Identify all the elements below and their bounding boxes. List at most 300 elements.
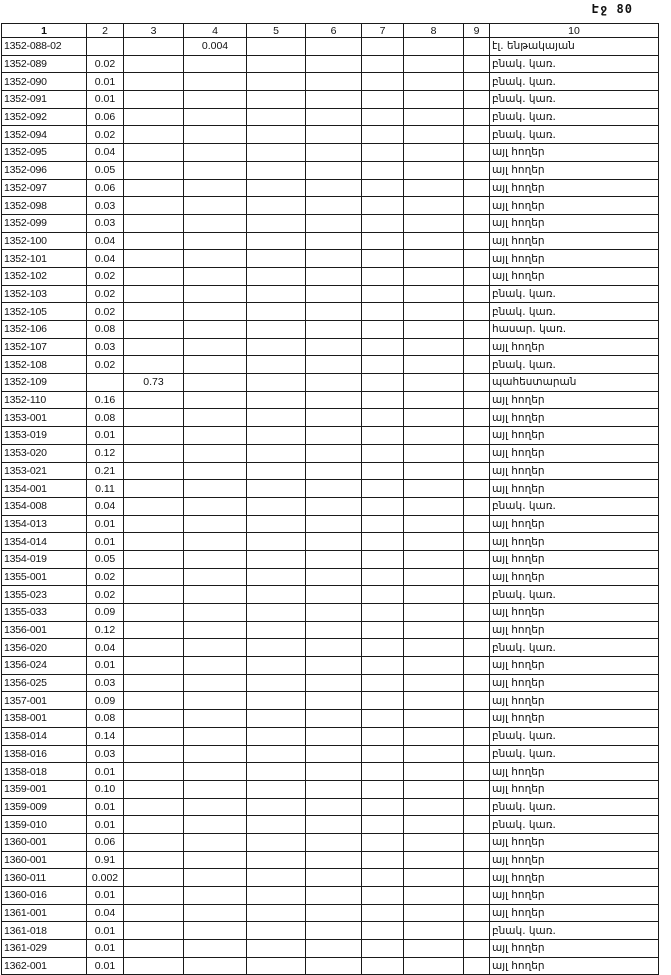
table-row xyxy=(2,444,659,462)
table-cell xyxy=(247,356,306,374)
table-cell xyxy=(306,869,362,887)
table-cell xyxy=(306,816,362,834)
table-cell xyxy=(362,639,404,657)
table-cell xyxy=(306,621,362,639)
table-cell xyxy=(247,38,306,56)
table-cell xyxy=(247,887,306,905)
table-cell: 1354-001 xyxy=(2,480,87,498)
table-cell xyxy=(247,409,306,427)
table-cell xyxy=(404,232,464,250)
table-cell xyxy=(464,214,490,232)
table-cell xyxy=(464,763,490,781)
table-cell xyxy=(464,391,490,409)
land-register-table xyxy=(1,23,659,975)
table-cell xyxy=(404,692,464,710)
table-row xyxy=(2,232,659,250)
table-cell xyxy=(404,444,464,462)
table-cell: այլ հողեր xyxy=(490,161,659,179)
table-row xyxy=(2,126,659,144)
table-cell xyxy=(464,586,490,604)
table-cell xyxy=(184,267,247,285)
table-cell xyxy=(362,161,404,179)
table-cell xyxy=(464,851,490,869)
table-cell xyxy=(404,639,464,657)
table-cell xyxy=(404,338,464,356)
table-cell xyxy=(247,497,306,515)
table-cell xyxy=(362,869,404,887)
table-cell: 1356-020 xyxy=(2,639,87,657)
table-cell: այլ հողեր xyxy=(490,197,659,215)
table-cell xyxy=(306,338,362,356)
table-cell xyxy=(124,639,184,657)
table-cell: 1352-098 xyxy=(2,197,87,215)
table-cell xyxy=(247,267,306,285)
table-cell xyxy=(247,303,306,321)
table-cell xyxy=(184,250,247,268)
table-cell xyxy=(362,727,404,745)
table-body xyxy=(2,38,659,975)
table-cell xyxy=(247,161,306,179)
table-cell xyxy=(184,321,247,339)
table-row xyxy=(2,73,659,91)
table-cell xyxy=(124,940,184,958)
table-cell xyxy=(404,303,464,321)
table-cell xyxy=(404,161,464,179)
table-cell xyxy=(124,780,184,798)
table-cell: այլ հողեր xyxy=(490,904,659,922)
table-cell xyxy=(362,851,404,869)
table-cell xyxy=(404,108,464,126)
table-cell: 1357-001 xyxy=(2,692,87,710)
table-cell: 0.01 xyxy=(87,816,124,834)
table-cell xyxy=(306,639,362,657)
table-cell xyxy=(362,940,404,958)
table-row xyxy=(2,745,659,763)
table-cell xyxy=(404,126,464,144)
table-cell: 1358-016 xyxy=(2,745,87,763)
table-cell: 0.01 xyxy=(87,533,124,551)
table-cell xyxy=(184,444,247,462)
table-cell: 0.01 xyxy=(87,91,124,109)
table-cell xyxy=(404,179,464,197)
table-cell xyxy=(124,833,184,851)
table-cell xyxy=(306,940,362,958)
table-cell xyxy=(362,798,404,816)
table-cell: 1353-001 xyxy=(2,409,87,427)
table-cell xyxy=(464,126,490,144)
table-cell xyxy=(247,391,306,409)
table-cell: 0.01 xyxy=(87,657,124,675)
table-cell: 0.02 xyxy=(87,285,124,303)
table-cell xyxy=(362,285,404,303)
table-cell xyxy=(306,657,362,675)
table-cell: 1353-020 xyxy=(2,444,87,462)
table-cell xyxy=(184,91,247,109)
table-row xyxy=(2,851,659,869)
table-cell xyxy=(362,816,404,834)
table-row xyxy=(2,55,659,73)
table-cell xyxy=(404,780,464,798)
table-cell xyxy=(362,745,404,763)
table-cell xyxy=(464,197,490,215)
table-cell xyxy=(306,710,362,728)
table-cell: 1352-088-02 xyxy=(2,38,87,56)
table-cell xyxy=(184,763,247,781)
table-cell xyxy=(404,922,464,940)
table-cell xyxy=(247,586,306,604)
table-cell xyxy=(464,179,490,197)
table-cell xyxy=(464,816,490,834)
table-cell xyxy=(464,568,490,586)
table-cell xyxy=(124,887,184,905)
table-cell: 0.002 xyxy=(87,869,124,887)
table-cell: այլ հողեր xyxy=(490,179,659,197)
table-cell: 1352-109 xyxy=(2,374,87,392)
table-row xyxy=(2,568,659,586)
table-cell: 0.03 xyxy=(87,197,124,215)
table-row xyxy=(2,957,659,975)
table-cell xyxy=(306,957,362,975)
table-cell xyxy=(464,692,490,710)
table-cell: այլ հողեր xyxy=(490,763,659,781)
table-cell xyxy=(306,321,362,339)
table-cell xyxy=(404,745,464,763)
table-cell xyxy=(306,285,362,303)
table-cell xyxy=(124,285,184,303)
table-row xyxy=(2,214,659,232)
table-cell xyxy=(464,356,490,374)
table-cell xyxy=(362,391,404,409)
table-cell: 0.11 xyxy=(87,480,124,498)
table-cell: այլ հողեր xyxy=(490,957,659,975)
table-cell xyxy=(306,73,362,91)
table-cell xyxy=(306,462,362,480)
table-cell xyxy=(124,604,184,622)
table-cell xyxy=(184,356,247,374)
table-cell xyxy=(184,851,247,869)
table-row xyxy=(2,391,659,409)
table-cell xyxy=(306,833,362,851)
column-header: 7 xyxy=(362,24,404,38)
table-cell xyxy=(404,833,464,851)
table-cell xyxy=(247,639,306,657)
table-cell xyxy=(184,462,247,480)
table-cell xyxy=(184,657,247,675)
table-cell xyxy=(124,391,184,409)
table-cell: 0.02 xyxy=(87,55,124,73)
table-cell: բնակ. կառ. xyxy=(490,922,659,940)
table-cell: այլ հողեր xyxy=(490,940,659,958)
table-cell: 1360-001 xyxy=(2,833,87,851)
table-cell xyxy=(247,73,306,91)
table-cell xyxy=(184,621,247,639)
table-cell xyxy=(362,480,404,498)
table-cell xyxy=(362,904,404,922)
table-row xyxy=(2,710,659,728)
table-cell xyxy=(184,108,247,126)
column-header: 5 xyxy=(247,24,306,38)
table-cell xyxy=(362,179,404,197)
table-cell xyxy=(184,798,247,816)
table-cell xyxy=(404,38,464,56)
table-cell: 0.04 xyxy=(87,144,124,162)
table-row xyxy=(2,657,659,675)
table-cell: հասար. կառ. xyxy=(490,321,659,339)
table-cell xyxy=(184,550,247,568)
table-cell: 0.14 xyxy=(87,727,124,745)
table-row xyxy=(2,161,659,179)
table-row xyxy=(2,38,659,56)
table-cell: 0.09 xyxy=(87,692,124,710)
table-cell: բնակ. կառ. xyxy=(490,126,659,144)
table-cell: 0.01 xyxy=(87,940,124,958)
table-cell xyxy=(404,374,464,392)
table-cell: 1354-008 xyxy=(2,497,87,515)
table-cell: 1360-016 xyxy=(2,887,87,905)
table-cell xyxy=(464,73,490,91)
table-row xyxy=(2,321,659,339)
table-cell xyxy=(362,692,404,710)
table-row xyxy=(2,533,659,551)
table-cell xyxy=(184,515,247,533)
table-row xyxy=(2,515,659,533)
table-cell xyxy=(184,604,247,622)
table-cell xyxy=(247,922,306,940)
table-cell xyxy=(404,869,464,887)
table-cell xyxy=(362,586,404,604)
table-cell xyxy=(247,727,306,745)
table-cell xyxy=(124,674,184,692)
table-cell xyxy=(247,108,306,126)
table-cell xyxy=(464,338,490,356)
table-cell xyxy=(362,38,404,56)
table-cell xyxy=(362,197,404,215)
table-cell: 0.02 xyxy=(87,586,124,604)
table-cell xyxy=(184,745,247,763)
table-cell: 1352-092 xyxy=(2,108,87,126)
table-cell: այլ հողեր xyxy=(490,462,659,480)
table-cell xyxy=(124,533,184,551)
table-cell xyxy=(362,126,404,144)
table-cell: 1353-019 xyxy=(2,427,87,445)
table-row xyxy=(2,904,659,922)
table-cell xyxy=(247,480,306,498)
table-cell xyxy=(464,409,490,427)
table-cell xyxy=(404,763,464,781)
table-cell xyxy=(124,267,184,285)
table-cell: 0.01 xyxy=(87,515,124,533)
table-cell xyxy=(124,303,184,321)
table-cell xyxy=(124,321,184,339)
table-row xyxy=(2,91,659,109)
table-cell xyxy=(464,533,490,551)
table-row xyxy=(2,108,659,126)
table-cell xyxy=(124,126,184,144)
table-cell: 0.004 xyxy=(184,38,247,56)
table-cell: 1352-099 xyxy=(2,214,87,232)
table-cell: 1352-091 xyxy=(2,91,87,109)
table-cell: այլ հողեր xyxy=(490,515,659,533)
table-cell: 0.02 xyxy=(87,356,124,374)
table-cell xyxy=(362,621,404,639)
table-cell xyxy=(124,338,184,356)
table-cell: այլ հողեր xyxy=(490,692,659,710)
table-cell: այլ հողեր xyxy=(490,480,659,498)
table-cell: 0.04 xyxy=(87,639,124,657)
table-cell xyxy=(404,480,464,498)
table-cell xyxy=(404,321,464,339)
table-cell xyxy=(184,391,247,409)
table-cell xyxy=(306,91,362,109)
table-cell xyxy=(247,250,306,268)
table-cell: 1352-101 xyxy=(2,250,87,268)
table-cell xyxy=(464,161,490,179)
table-cell: այլ հողեր xyxy=(490,604,659,622)
table-cell: 0.03 xyxy=(87,214,124,232)
table-cell xyxy=(306,568,362,586)
table-cell: 0.08 xyxy=(87,321,124,339)
table-cell: 0.21 xyxy=(87,462,124,480)
table-cell xyxy=(124,621,184,639)
table-cell: 0.04 xyxy=(87,250,124,268)
table-cell xyxy=(124,480,184,498)
table-row xyxy=(2,692,659,710)
table-row xyxy=(2,869,659,887)
table-cell: բնակ. կառ. xyxy=(490,497,659,515)
table-cell: բնակ. կառ. xyxy=(490,639,659,657)
table-cell xyxy=(247,621,306,639)
table-cell xyxy=(306,586,362,604)
table-cell xyxy=(404,957,464,975)
table-cell xyxy=(306,303,362,321)
table-cell: 0.73 xyxy=(124,374,184,392)
table-cell: 0.04 xyxy=(87,232,124,250)
table-cell xyxy=(464,621,490,639)
table-cell xyxy=(362,91,404,109)
table-cell xyxy=(404,940,464,958)
table-cell: 0.02 xyxy=(87,568,124,586)
table-row xyxy=(2,780,659,798)
table-cell: 1352-089 xyxy=(2,55,87,73)
table-cell xyxy=(464,497,490,515)
table-cell xyxy=(124,197,184,215)
table-cell xyxy=(124,38,184,56)
table-cell: 0.02 xyxy=(87,267,124,285)
table-cell xyxy=(124,91,184,109)
table-row xyxy=(2,586,659,604)
table-cell xyxy=(404,144,464,162)
table-cell xyxy=(124,550,184,568)
table-cell xyxy=(247,798,306,816)
table-cell: 0.12 xyxy=(87,444,124,462)
table-cell xyxy=(124,904,184,922)
table-cell xyxy=(362,515,404,533)
table-row xyxy=(2,621,659,639)
table-cell xyxy=(464,727,490,745)
table-cell: այլ հողեր xyxy=(490,550,659,568)
table-cell xyxy=(306,444,362,462)
table-cell: 0.06 xyxy=(87,179,124,197)
table-cell xyxy=(306,409,362,427)
table-row xyxy=(2,922,659,940)
table-cell xyxy=(306,674,362,692)
table-cell xyxy=(404,621,464,639)
table-cell xyxy=(124,727,184,745)
table-cell: 0.01 xyxy=(87,922,124,940)
table-cell xyxy=(306,161,362,179)
table-cell: 0.09 xyxy=(87,604,124,622)
table-cell xyxy=(464,374,490,392)
table-row xyxy=(2,497,659,515)
table-cell: 1354-014 xyxy=(2,533,87,551)
table-row xyxy=(2,833,659,851)
table-cell: այլ հողեր xyxy=(490,568,659,586)
table-cell xyxy=(247,674,306,692)
header-row xyxy=(2,24,659,38)
column-header: 3 xyxy=(124,24,184,38)
table-row xyxy=(2,604,659,622)
table-cell xyxy=(464,833,490,851)
table-cell xyxy=(124,922,184,940)
table-cell xyxy=(306,214,362,232)
table-cell xyxy=(184,409,247,427)
table-cell xyxy=(464,550,490,568)
table-cell xyxy=(184,427,247,445)
table-cell: այլ հողեր xyxy=(490,869,659,887)
table-cell: 1359-009 xyxy=(2,798,87,816)
table-cell: այլ հողեր xyxy=(490,710,659,728)
table-cell xyxy=(362,356,404,374)
table-cell: բնակ. կառ. xyxy=(490,356,659,374)
table-cell xyxy=(184,73,247,91)
table-cell xyxy=(184,338,247,356)
table-cell xyxy=(306,533,362,551)
table-cell xyxy=(124,869,184,887)
table-cell xyxy=(184,374,247,392)
table-cell: 0.01 xyxy=(87,798,124,816)
table-cell xyxy=(247,957,306,975)
table-cell xyxy=(184,727,247,745)
table-cell xyxy=(362,763,404,781)
table-cell xyxy=(247,462,306,480)
table-cell xyxy=(124,851,184,869)
table-cell: այլ հողեր xyxy=(490,851,659,869)
table-cell xyxy=(184,816,247,834)
table-cell xyxy=(306,250,362,268)
table-cell: 0.08 xyxy=(87,409,124,427)
table-cell xyxy=(247,710,306,728)
table-cell: 1360-001 xyxy=(2,851,87,869)
table-cell xyxy=(464,657,490,675)
table-cell xyxy=(124,816,184,834)
table-cell xyxy=(464,444,490,462)
table-cell xyxy=(464,745,490,763)
table-cell xyxy=(184,197,247,215)
table-cell: 1359-001 xyxy=(2,780,87,798)
table-cell xyxy=(464,904,490,922)
table-cell xyxy=(184,285,247,303)
table-cell xyxy=(124,568,184,586)
table-cell xyxy=(464,303,490,321)
table-cell: բնակ. կառ. xyxy=(490,816,659,834)
table-cell xyxy=(404,462,464,480)
table-cell xyxy=(247,444,306,462)
table-cell: 0.02 xyxy=(87,303,124,321)
table-cell xyxy=(184,904,247,922)
table-cell xyxy=(247,232,306,250)
table-cell xyxy=(404,267,464,285)
table-cell: 0.04 xyxy=(87,497,124,515)
